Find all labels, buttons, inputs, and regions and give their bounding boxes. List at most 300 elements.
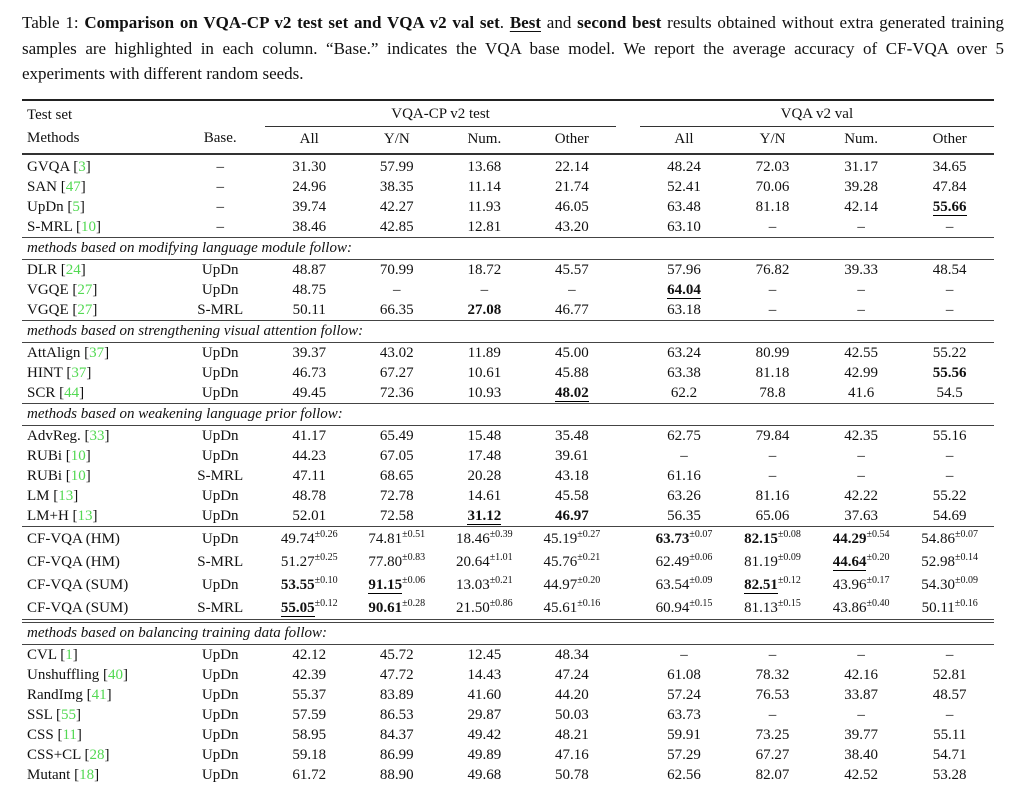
method-name: SCR: [27, 384, 56, 401]
method-name: VGQE: [27, 281, 69, 298]
section-label: methods based on weakening language prior follow:: [22, 403, 994, 425]
base-cell: UpDn: [201, 427, 239, 444]
value-cell: 67.05: [379, 447, 414, 464]
citation-link[interactable]: 3: [78, 158, 86, 175]
base-cell: UpDn: [175, 526, 266, 550]
value: 44.97: [543, 576, 578, 593]
citation-link[interactable]: 28: [89, 746, 105, 763]
table-row: [22, 506, 994, 527]
val-num-column-label: Num.: [817, 126, 906, 154]
methods-column-label: Methods: [22, 126, 175, 154]
value-cell: 46.77: [554, 301, 589, 318]
citation-link[interactable]: 10: [81, 218, 97, 235]
value-cell: 47.24: [554, 666, 589, 683]
stddev: ±0.09: [777, 551, 801, 563]
value-cell: 58.95: [292, 726, 327, 743]
column-spacer: [616, 177, 640, 197]
citation-link[interactable]: 11: [62, 726, 77, 743]
method-cell: Mutant [18]: [27, 766, 100, 783]
val-yn-column-label: Y/N: [728, 126, 817, 154]
base-cell: UpDn: [201, 344, 239, 361]
citation-link[interactable]: 41: [91, 686, 107, 703]
value: 53.55: [280, 576, 315, 593]
citation-link[interactable]: 5: [72, 198, 80, 215]
value-cell: 62.75: [667, 427, 701, 444]
value-cell: 42.16: [844, 666, 878, 683]
citation-link[interactable]: 44: [64, 384, 80, 401]
value-cell: 13.68: [467, 158, 502, 175]
stddev: ±0.15: [777, 597, 801, 609]
citation-link[interactable]: 40: [107, 666, 123, 683]
value-cell: [817, 526, 906, 550]
value: 18.46: [455, 530, 490, 547]
column-spacer: [616, 126, 640, 154]
method-name: CF-VQA (HM): [27, 530, 120, 547]
method-cell: AttAlign [37]: [27, 344, 110, 361]
value-cell: 50.11: [292, 301, 326, 318]
table-row: [22, 573, 994, 596]
value-cell: 11.14: [467, 178, 501, 195]
table-row: [22, 177, 994, 197]
value: 55.66: [932, 198, 967, 215]
value-cell: 45.00: [554, 344, 589, 361]
stddev: ±0.26: [314, 528, 338, 540]
column-spacer: [616, 550, 640, 573]
val-all-column-label: All: [640, 126, 729, 154]
value-cell: 61.16: [667, 467, 701, 484]
value: 54.86: [921, 530, 956, 547]
stddev: ±0.20: [866, 551, 890, 563]
method-name: VGQE: [27, 301, 69, 318]
value-cell: [728, 526, 817, 550]
column-spacer: [616, 466, 640, 486]
value-cell: –: [857, 281, 865, 298]
citation-link[interactable]: 18: [79, 766, 95, 783]
value-cell: 86.99: [379, 746, 414, 763]
value-cell: 81.18: [755, 364, 790, 381]
value-cell: [353, 550, 441, 573]
value-cell: 38.40: [844, 746, 878, 763]
value-cell: 76.53: [755, 686, 790, 703]
method-name: RUBi: [27, 447, 63, 464]
stddev: ±0.83: [402, 551, 426, 563]
base-cell: UpDn: [201, 487, 239, 504]
stddev: ±0.21: [489, 574, 513, 586]
value-cell: 79.84: [755, 427, 790, 444]
table-row: [22, 486, 994, 506]
value-cell: 39.74: [292, 198, 327, 215]
base-cell: S-MRL: [197, 467, 244, 484]
citation-link[interactable]: 24: [65, 261, 81, 278]
table-row: [22, 154, 994, 177]
value-cell: 88.90: [379, 766, 414, 783]
stddev: ±0.51: [402, 528, 426, 540]
column-spacer: [616, 705, 640, 725]
method-name: CF-VQA (SUM): [27, 576, 129, 593]
value-cell: –: [857, 646, 865, 663]
table-row: [22, 300, 994, 321]
base-cell: UpDn: [201, 666, 239, 683]
value-cell: 62.56: [667, 766, 701, 783]
method-name: LM+H: [27, 507, 69, 524]
value-cell: [265, 526, 353, 550]
value-cell: –: [857, 218, 865, 235]
value-cell: [528, 550, 616, 573]
caption-prefix: Table 1:: [22, 13, 85, 32]
table-row: [22, 342, 994, 363]
column-spacer: [616, 342, 640, 363]
value-cell: 78.8: [759, 384, 786, 401]
value-cell: 41.17: [292, 427, 327, 444]
value-cell: 39.33: [844, 261, 878, 278]
value-cell: 48.75: [292, 281, 327, 298]
value-cell: 46.05: [554, 198, 589, 215]
value-cell: [265, 596, 353, 621]
value-cell: 18.72: [467, 261, 502, 278]
value-cell: 70.99: [379, 261, 414, 278]
value-cell: [441, 506, 529, 527]
value-cell: 81.16: [755, 487, 790, 504]
value-cell: [528, 526, 616, 550]
value-cell: –: [768, 281, 777, 298]
stddev: ±0.10: [314, 574, 338, 586]
value-cell: –: [393, 281, 401, 298]
value-cell: [817, 550, 906, 573]
value-cell: [441, 300, 529, 321]
caption-title: Comparison on VQA-CP v2 test set and VQA v2 val set: [84, 13, 500, 32]
value: 31.12: [467, 507, 502, 524]
base-cell: –: [216, 178, 224, 195]
section-row: [22, 237, 994, 259]
table-row: [22, 466, 994, 486]
value-cell: [265, 573, 353, 596]
value-cell: 48.34: [554, 646, 589, 663]
section-row: [22, 320, 994, 342]
value-cell: 46.73: [292, 364, 327, 381]
value-cell: 42.52: [844, 766, 878, 783]
column-spacer: [616, 685, 640, 705]
stddev: ±0.12: [777, 574, 801, 586]
value-cell: 52.41: [667, 178, 701, 195]
value: 74.81: [368, 530, 403, 547]
column-spacer: [616, 573, 640, 596]
stddev: ±0.07: [689, 528, 713, 540]
column-spacer: [616, 596, 640, 621]
column-spacer: [616, 765, 640, 785]
value-cell: 45.57: [554, 261, 589, 278]
value-cell: –: [768, 218, 777, 235]
value-cell: 72.36: [379, 384, 414, 401]
value-cell: 54.69: [932, 507, 967, 524]
value-cell: [817, 596, 906, 621]
method-cell: [22, 573, 175, 596]
value-cell: 67.27: [379, 364, 414, 381]
stddev: ±1.01: [489, 551, 513, 563]
value: 81.13: [744, 599, 778, 616]
value-cell: 63.26: [667, 487, 701, 504]
value-cell: 67.27: [755, 746, 790, 763]
stddev: ±0.40: [866, 597, 890, 609]
value-cell: 63.73: [667, 706, 701, 723]
empty-header-cell: [175, 100, 266, 127]
citation-link[interactable]: 27: [77, 301, 93, 318]
value-cell: 63.48: [667, 198, 701, 215]
value-cell: 14.43: [467, 666, 502, 683]
method-name: GVQA: [27, 158, 70, 175]
value: 63.54: [655, 576, 690, 593]
value: 45.19: [543, 530, 578, 547]
value-cell: 50.03: [554, 706, 589, 723]
value: 62.49: [655, 553, 690, 570]
value: 77.80: [368, 553, 403, 570]
value-cell: 68.65: [379, 467, 414, 484]
value-cell: 38.35: [379, 178, 414, 195]
table-row: [22, 685, 994, 705]
value: 43.86: [832, 599, 867, 616]
method-name: CSS+CL: [27, 746, 81, 763]
value-cell: 73.25: [755, 726, 790, 743]
value: 46.97: [554, 507, 589, 524]
value: 90.61: [368, 599, 403, 616]
value-cell: –: [857, 467, 865, 484]
stddev: ±0.27: [577, 528, 601, 540]
citation-link[interactable]: 10: [70, 467, 86, 484]
citation-link[interactable]: 37: [71, 364, 87, 381]
value-cell: 45.58: [554, 487, 589, 504]
value: 44.29: [832, 530, 867, 547]
citation-link[interactable]: 10: [70, 447, 86, 464]
citation-link[interactable]: 13: [58, 487, 74, 504]
citation-link[interactable]: 13: [77, 507, 93, 524]
value-cell: 49.45: [292, 384, 327, 401]
citation-link[interactable]: 33: [89, 427, 105, 444]
value-cell: 39.77: [844, 726, 878, 743]
value: 55.05: [280, 599, 315, 616]
method-cell: DLR [24]: [27, 261, 86, 278]
value-cell: [905, 596, 994, 621]
value-cell: [905, 526, 994, 550]
method-cell: RUBi [10]: [27, 467, 91, 484]
value-cell: 17.48: [467, 447, 502, 464]
value-cell: [265, 550, 353, 573]
base-cell: UpDn: [201, 281, 239, 298]
value-cell: [728, 550, 817, 573]
value: 51.27: [280, 553, 315, 570]
method-cell: S-MRL [10]: [27, 218, 102, 235]
column-spacer: [616, 259, 640, 280]
value-cell: 45.88: [554, 364, 589, 381]
method-cell: SCR [44]: [27, 384, 85, 401]
method-cell: [22, 550, 175, 573]
table-body: [22, 154, 994, 785]
value-cell: [640, 596, 729, 621]
base-cell: UpDn: [201, 576, 239, 593]
value-cell: 42.55: [844, 344, 878, 361]
method-name: AttAlign: [27, 344, 81, 361]
method-cell: AdvReg. [33]: [27, 427, 110, 444]
value-cell: 49.89: [467, 746, 502, 763]
value-cell: 43.02: [379, 344, 414, 361]
header-cols-row: [22, 126, 994, 154]
base-cell: S-MRL: [197, 301, 244, 318]
table-row: [22, 363, 994, 383]
stddev: ±0.39: [489, 528, 513, 540]
method-name: CSS: [27, 726, 54, 743]
value-cell: 42.14: [844, 198, 878, 215]
value-cell: –: [568, 281, 576, 298]
method-name: UpDn: [27, 198, 64, 215]
method-cell: RUBi [10]: [27, 447, 91, 464]
value-cell: –: [680, 646, 688, 663]
method-cell: SSL [55]: [27, 706, 82, 723]
value-cell: 72.58: [379, 507, 414, 524]
value-cell: 33.87: [844, 686, 878, 703]
value-cell: [353, 596, 441, 621]
value-cell: 65.06: [755, 507, 790, 524]
value-cell: –: [768, 301, 777, 318]
table-row: [22, 550, 994, 573]
stddev: ±0.16: [954, 597, 978, 609]
table-row: [22, 526, 994, 550]
stddev: ±0.21: [577, 551, 601, 563]
value-cell: 10.61: [467, 364, 502, 381]
base-cell: UpDn: [201, 766, 239, 783]
value-cell: –: [857, 706, 865, 723]
stddev: ±0.12: [314, 597, 338, 609]
method-name: RUBi: [27, 467, 63, 484]
value-cell: 37.63: [844, 507, 878, 524]
value: 55.56: [932, 364, 967, 381]
value-cell: 52.01: [292, 507, 327, 524]
method-name: CF-VQA (SUM): [27, 599, 129, 616]
value-cell: 43.20: [554, 218, 589, 235]
column-spacer: [616, 644, 640, 665]
value-cell: –: [945, 218, 954, 235]
base-cell: S-MRL: [197, 599, 244, 616]
method-cell: VGQE [27]: [27, 301, 98, 318]
method-name: CF-VQA (HM): [27, 553, 120, 570]
table-row: [22, 446, 994, 466]
table-row: [22, 725, 994, 745]
value-cell: 43.18: [554, 467, 589, 484]
results-table: [22, 99, 994, 785]
value-cell: 54.71: [932, 746, 967, 763]
stddev: ±0.86: [489, 597, 513, 609]
table-row: [22, 745, 994, 765]
value-cell: 42.22: [844, 487, 878, 504]
value-cell: 57.99: [379, 158, 414, 175]
value-cell: 48.78: [292, 487, 327, 504]
table-row: [22, 665, 994, 685]
value-cell: 57.29: [667, 746, 701, 763]
base-cell: UpDn: [201, 447, 239, 464]
table-row: [22, 765, 994, 785]
method-name: AdvReg.: [27, 427, 81, 444]
value-cell: 24.96: [292, 178, 327, 195]
caption-mid: and: [541, 13, 578, 32]
base-cell: UpDn: [201, 507, 239, 524]
value-cell: 76.82: [755, 261, 790, 278]
citation-link[interactable]: 27: [77, 281, 93, 298]
value-cell: [728, 573, 817, 596]
value-cell: 83.89: [379, 686, 414, 703]
value-cell: 15.48: [467, 427, 502, 444]
stddev: ±0.17: [866, 574, 890, 586]
method-cell: [22, 526, 175, 550]
section-label: methods based on modifying language module follow:: [22, 237, 994, 259]
value-cell: [353, 526, 441, 550]
column-spacer: [616, 486, 640, 506]
method-cell: VGQE [27]: [27, 281, 98, 298]
table-row: [22, 596, 994, 621]
value-cell: 41.60: [467, 686, 502, 703]
caption-separator: .: [499, 13, 510, 32]
value-cell: –: [857, 447, 865, 464]
base-cell: –: [216, 218, 224, 235]
stddev: ±0.20: [577, 574, 601, 586]
citation-link[interactable]: 37: [89, 344, 105, 361]
base-cell: UpDn: [201, 746, 239, 763]
citation-link[interactable]: 55: [61, 706, 77, 723]
value-cell: [905, 573, 994, 596]
value-cell: –: [945, 301, 954, 318]
value-cell: [640, 280, 729, 300]
value: 91.15: [368, 576, 403, 593]
stddev: ±0.25: [314, 551, 338, 563]
value-cell: 47.11: [292, 467, 326, 484]
caption-best-label: Best: [509, 13, 541, 32]
value-cell: 42.39: [292, 666, 327, 683]
value-cell: 61.72: [292, 766, 327, 783]
stddev: ±0.28: [402, 597, 426, 609]
value-cell: –: [768, 467, 777, 484]
column-spacer: [616, 363, 640, 383]
value: 81.19: [744, 553, 778, 570]
value-cell: 12.45: [467, 646, 502, 663]
base-cell: –: [216, 198, 224, 215]
stddev: ±0.15: [689, 597, 713, 609]
stddev: ±0.06: [689, 551, 713, 563]
value-cell: 47.72: [379, 666, 414, 683]
base-cell: –: [216, 158, 224, 175]
value-cell: [441, 573, 529, 596]
value-cell: 86.53: [379, 706, 414, 723]
citation-link[interactable]: 1: [65, 646, 73, 663]
value-cell: [640, 550, 729, 573]
value-cell: 31.17: [844, 158, 878, 175]
value-cell: 39.28: [844, 178, 878, 195]
stddev: ±0.16: [577, 597, 601, 609]
value-cell: 70.06: [755, 178, 790, 195]
value: 82.51: [744, 576, 778, 593]
value-cell: –: [945, 281, 954, 298]
column-spacer: [616, 280, 640, 300]
value-cell: [817, 573, 906, 596]
method-cell: HINT [37]: [27, 364, 92, 381]
citation-link[interactable]: 47: [65, 178, 81, 195]
value: 20.64: [455, 553, 490, 570]
method-cell: CVL [1]: [27, 646, 78, 663]
value-cell: [353, 573, 441, 596]
value-cell: 42.35: [844, 427, 878, 444]
value-cell: –: [480, 281, 489, 298]
value-cell: 49.68: [467, 766, 502, 783]
stddev: ±0.06: [402, 574, 426, 586]
section-row: [22, 621, 994, 645]
method-name: CVL: [27, 646, 57, 663]
value-cell: 12.81: [467, 218, 502, 235]
stddev: ±0.54: [866, 528, 890, 540]
